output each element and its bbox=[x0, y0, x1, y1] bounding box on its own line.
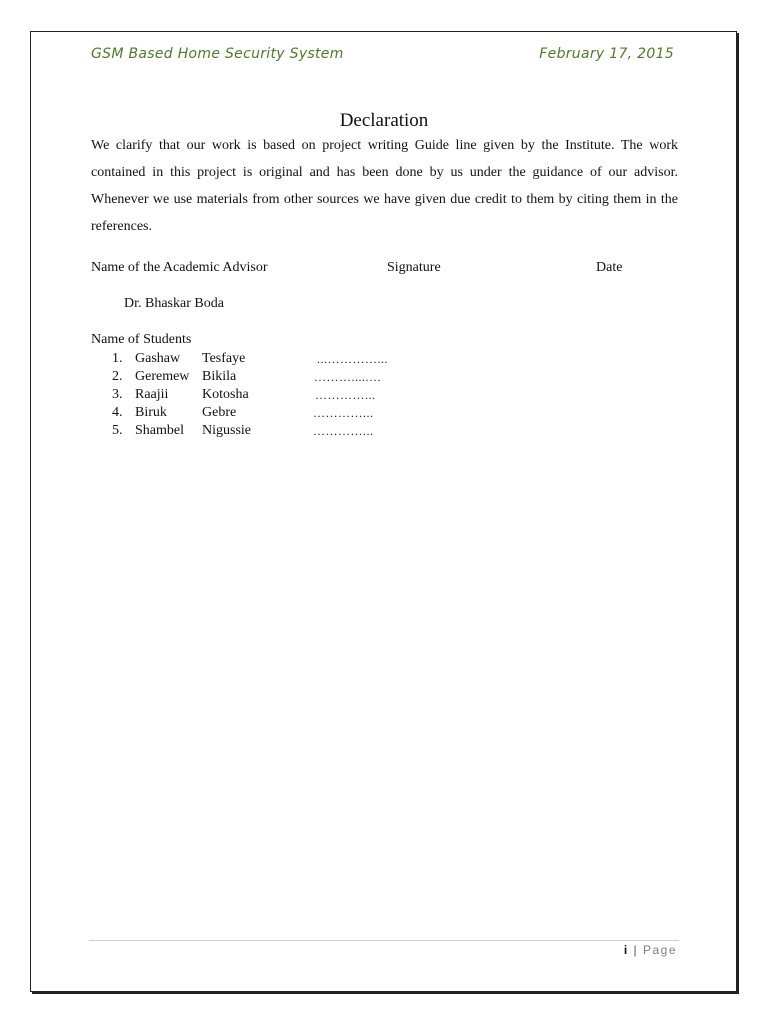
student-last-name: Kotosha bbox=[202, 387, 249, 402]
student-item bbox=[112, 350, 412, 368]
signature-dots: …………... bbox=[313, 424, 374, 438]
students-label: Name of Students bbox=[91, 332, 192, 347]
student-first-name: Raajii bbox=[135, 387, 169, 402]
signature-dots: ……….....… bbox=[314, 370, 382, 384]
student-first-name: Shambel bbox=[135, 423, 184, 438]
signature-dots: …………... bbox=[315, 388, 376, 402]
signature-dots: …………... bbox=[313, 406, 374, 420]
student-number: 3. bbox=[112, 387, 123, 402]
student-last-name: Gebre bbox=[202, 405, 237, 420]
footer-divider bbox=[89, 940, 679, 941]
students-list bbox=[112, 350, 412, 440]
advisor-label: Name of the Academic Advisor bbox=[91, 260, 268, 275]
student-last-name: Nigussie bbox=[202, 423, 251, 438]
student-number: 2. bbox=[112, 369, 123, 384]
student-first-name: Geremew bbox=[135, 369, 190, 384]
advisor-name: Dr. Bhaskar Boda bbox=[124, 296, 224, 311]
page-number-separator: | bbox=[633, 943, 639, 957]
declaration-text: We clarify that our work is based on project writing Guide line given by the Institute. The work contained in this project is original and has been done by us under the guidance of our advisor. Whenever we use materials from other sources we have given due credit to them by citing them in the references. bbox=[91, 138, 678, 234]
student-number: 1. bbox=[112, 351, 123, 366]
student-item bbox=[112, 386, 412, 404]
student-last-name: Bikila bbox=[202, 369, 237, 384]
page-label: Page bbox=[642, 943, 677, 957]
header-title: GSM Based Home Security System bbox=[91, 46, 344, 62]
student-last-name: Tesfaye bbox=[202, 351, 246, 366]
student-item bbox=[112, 368, 412, 386]
page-number bbox=[624, 943, 677, 957]
declaration-title: Declaration bbox=[339, 110, 429, 131]
student-first-name: Biruk bbox=[135, 405, 167, 420]
header-date: February 17, 2015 bbox=[539, 46, 674, 62]
student-item bbox=[112, 404, 412, 422]
student-first-name: Gashaw bbox=[135, 351, 181, 366]
signature-label: Signature bbox=[387, 260, 441, 275]
signature-dots: ...…………... bbox=[317, 352, 388, 366]
student-number: 5. bbox=[112, 423, 123, 438]
declaration-paragraph bbox=[91, 132, 678, 240]
page-number-value: i bbox=[623, 943, 629, 957]
student-item bbox=[112, 422, 412, 440]
date-label: Date bbox=[596, 260, 623, 275]
student-number: 4. bbox=[112, 405, 123, 420]
